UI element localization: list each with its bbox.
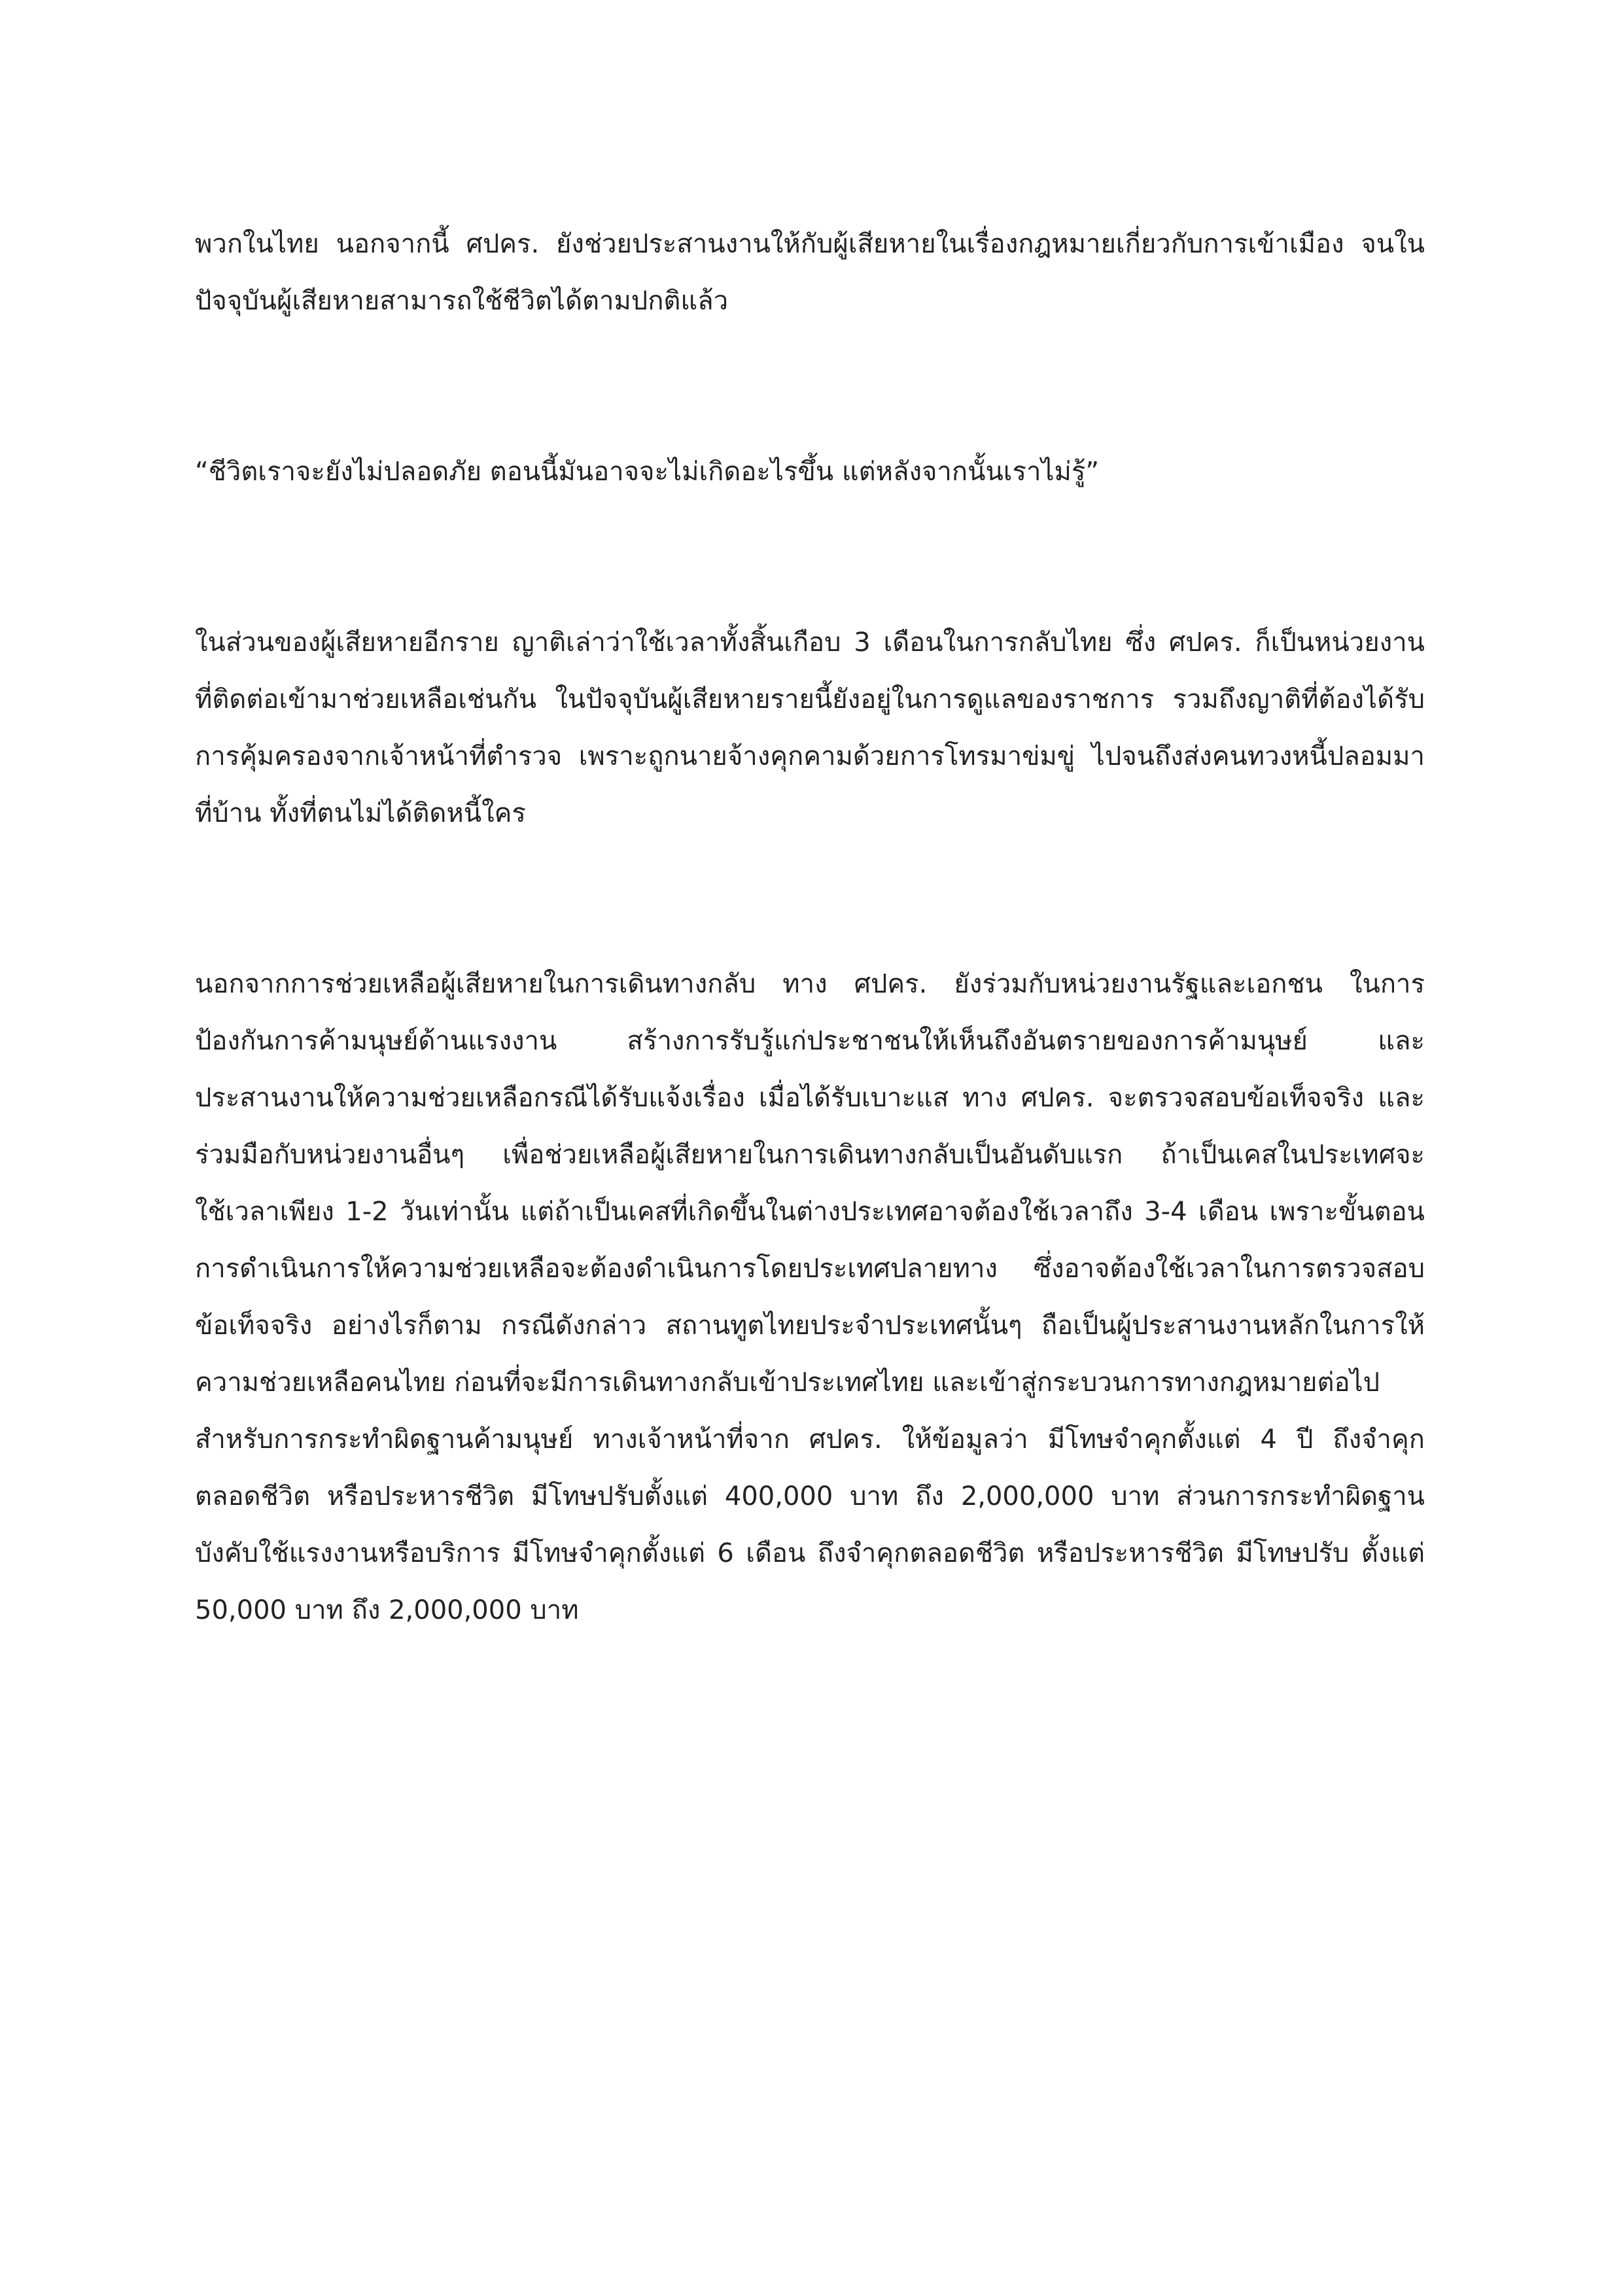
paragraph-line: บังคับใช้แรงงานหรือบริการ มีโทษจำคุกตั้งแต่ 6 เดือน ถึงจำคุกตลอดชีวิต หรือประหารชีวิต มีโทษปรับ ตั้งแต่ — [195, 1538, 1425, 1568]
paragraph-line: ป้องกันการค้ามนุษย์ด้านแรงงาน สร้างการรับรู้แก่ประชาชนให้เห็นถึงอันตรายของการค้ามนุษย์ และ — [195, 1026, 1425, 1056]
paragraph-1 — [195, 216, 1425, 330]
paragraph-line: การคุ้มครองจากเจ้าหน้าที่ตำรวจ เพราะถูกนายจ้างคุกคามด้วยการโทรมาข่มขู่ ไปจนถึงส่งคนทวงหนี้ปลอมมา — [195, 741, 1425, 771]
paragraph-line: นอกจากการช่วยเหลือผู้เสียหายในการเดินทางกลับ ทาง ศปคร. ยังร่วมกับหน่วยงานรัฐและเอกชน ในการ — [195, 969, 1425, 999]
paragraph-line: ความช่วยเหลือคนไทย ก่อนที่จะมีการเดินทางกลับเข้าประเทศไทย และเข้าสู่กระบวนการทางกฎหมายต่อไป — [195, 1368, 1380, 1398]
paragraph-line: ที่ติดต่อเข้ามาช่วยเหลือเช่นกัน ในปัจจุบันผู้เสียหายรายนี้ยังอยู่ในการดูแลของราชการ รวมถึงญาติที่ต้องได้รับ — [195, 684, 1425, 715]
paragraph-spacer — [195, 501, 1425, 614]
paragraph-line: ที่บ้าน ทั้งที่ตนไม่ได้ติดหนี้ใคร — [195, 798, 526, 828]
quote-paragraph — [195, 444, 1425, 501]
paragraph-spacer — [195, 330, 1425, 444]
paragraph-line: ประสานงานให้ความช่วยเหลือกรณีได้รับแจ้งเรื่อง เมื่อได้รับเบาะแส ทาง ศปคร. จะตรวจสอบข้อเท็จจริง และ — [195, 1083, 1425, 1113]
paragraph-line: 50,000 บาท ถึง 2,000,000 บาท — [195, 1595, 579, 1625]
paragraph-4 — [195, 956, 1425, 1639]
paragraph-line: ตลอดชีวิต หรือประหารชีวิต มีโทษปรับตั้งแต่ 400,000 บาท ถึง 2,000,000 บาท ส่วนการกระทำผิดฐาน — [195, 1481, 1425, 1511]
paragraph-line: ปัจจุบันผู้เสียหายสามารถใช้ชีวิตได้ตามปกติแล้ว — [195, 286, 729, 316]
document-body — [195, 216, 1425, 1639]
quote-line: “ชีวิตเราจะยังไม่ปลอดภัย ตอนนี้มันอาจจะไม่เกิดอะไรขึ้น แต่หลังจากนั้นเราไม่รู้” — [195, 457, 1100, 487]
paragraph-spacer — [195, 842, 1425, 956]
paragraph-line: สำหรับการกระทำผิดฐานค้ามนุษย์ ทางเจ้าหน้าที่จาก ศปคร. ให้ข้อมูลว่า มีโทษจำคุกตั้งแต่ 4 ปี ถึงจำคุก — [195, 1424, 1425, 1455]
paragraph-line: ข้อเท็จจริง อย่างไรก็ตาม กรณีดังกล่าว สถานทูตไทยประจำประเทศนั้นๆ ถือเป็นผู้ประสานงานหลักในการให้ — [195, 1311, 1425, 1341]
paragraph-line: ร่วมมือกับหน่วยงานอื่นๆ เพื่อช่วยเหลือผู้เสียหายในการเดินทางกลับเป็นอันดับแรก ถ้าเป็นเคสในประเทศจะ — [195, 1140, 1425, 1170]
paragraph-line: การดำเนินการให้ความช่วยเหลือจะต้องดำเนินการโดยประเทศปลายทาง ซึ่งอาจต้องใช้เวลาในการตรวจสอบ — [195, 1254, 1425, 1284]
paragraph-line: พวกในไทย นอกจากนี้ ศปคร. ยังช่วยประสานงานให้กับผู้เสียหายในเรื่องกฎหมายเกี่ยวกับการเข้าเมือง จนใน — [195, 229, 1425, 259]
paragraph-3 — [195, 614, 1425, 842]
paragraph-line: ในส่วนของผู้เสียหายอีกราย ญาติเล่าว่าใช้เวลาทั้งสิ้นเกือบ 3 เดือนในการกลับไทย ซึ่ง ศปคร. ก็เป็นหน่วยงาน — [195, 627, 1425, 658]
paragraph-line: ใช้เวลาเพียง 1-2 วันเท่านั้น แต่ถ้าเป็นเคสที่เกิดขึ้นในต่างประเทศอาจต้องใช้เวลาถึง 3-4 เดือน เพราะขั้นตอน — [195, 1197, 1425, 1227]
